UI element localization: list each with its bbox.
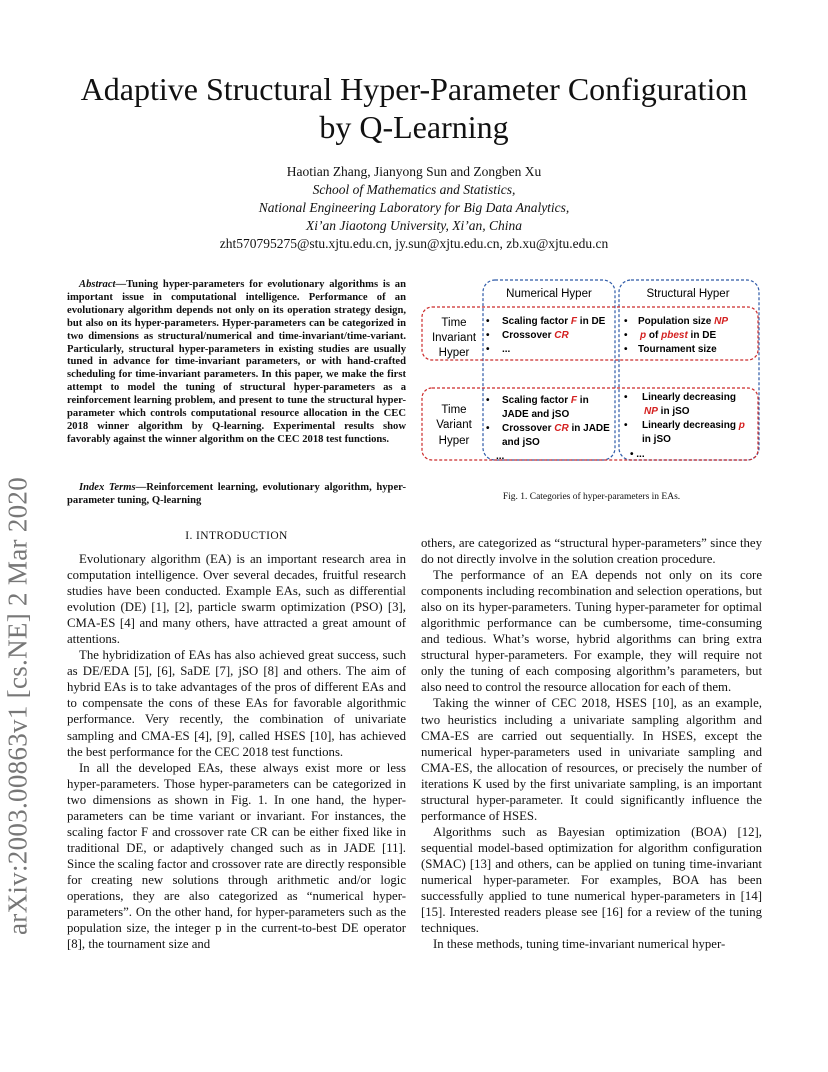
abstract-text: —Tuning hyper-parameters for evolutionary algorithms is an important issue in computational intelligence. Performance of an evolutionary algorithm depends not only on its operation strategy design, but also on its hyper-parameters. Hyper-parameters can be categorized in two dimensions as structural/numerical and time-invariant/time-variant. Particularly, structural hyper-parameters in existing studies are usually tuned in advance for time-invariant parameters, or with hand-crafted scheduling for time-invariant parameters. In this paper, we make the first attempt to model the tuning of structural hyper-parameters as a reinforcement learning problem, and present to tune the structural hyper-parameter which controls computational resource allocation in the CEC 2018 winner algorithm by Q-learning. Experimental results show favorably against the winner algorithm on the CEC 2018 test functions. <box>67 279 406 445</box>
svg-text:•: • <box>624 344 628 355</box>
svg-text:Linearly decreasing: Linearly decreasing <box>642 392 736 403</box>
title-line-1: Adaptive Structural Hyper-Parameter Configuration <box>80 71 748 107</box>
paper-title <box>0 70 828 146</box>
numerical-variant-cell <box>486 395 610 462</box>
svg-text:Crossover CR in JADE: Crossover CR in JADE <box>502 423 610 434</box>
author-block <box>0 163 828 253</box>
affiliation-line-3: Xi’an Jiaotong University, Xi’an, China <box>306 218 522 233</box>
svg-text:and jSO: and jSO <box>502 437 540 448</box>
svg-text:in jSO: in jSO <box>642 434 671 445</box>
abstract <box>67 279 406 447</box>
intro-paragraph-8: In these methods, tuning time-invariant numerical hyper- <box>433 937 726 952</box>
svg-text:•: • <box>624 392 628 403</box>
intro-paragraph-2: The hybridization of EAs has also achieved great success, such as DE/EDA [5], [6], SaDE [7], jSO [8] and others. The aim of hybrid EAs is to take advantages of the pros of different EAs and to compensate the cons of these EAs for favorable algorithmic performance. Very recently, the combination of univariate sampling and CMA-ES [4], [9], called HSES [10], has achieved the best performance for the CEC 2018 test functions. <box>67 648 406 759</box>
svg-text:Population size NP: Population size NP <box>638 316 729 327</box>
author-names: Haotian Zhang, Jianyong Sun and Zongben Xu <box>286 164 542 179</box>
svg-text:JADE and jSO: JADE and jSO <box>502 409 570 420</box>
intro-paragraph-7: Algorithms such as Bayesian optimization (BOA) [12], sequential model-based optimization for algorithm configuration (SMAC) [13] and others, can be applied on tuning time-invariant numerical hyper-parameter. For examples, BOA has been successfully applied to tune numerical hyper-parameters in [14] [15]. Interested readers please see [16] for a review of the tuning techniques. <box>421 824 762 936</box>
affiliation-line-1: School of Mathematics and Statistics, <box>312 182 516 197</box>
left-column <box>67 551 406 952</box>
row-variant-line-2: Variant <box>436 419 472 431</box>
svg-text:Linearly decreasing p: Linearly decreasing p <box>642 420 745 431</box>
svg-text:•: • <box>624 316 628 327</box>
numerical-header: Numerical Hyper <box>506 288 592 300</box>
title-line-2: by Q-Learning <box>319 109 509 145</box>
intro-paragraph-3: In all the developed EAs, these always exist more or less hyper-parameters. Those hyper-parameters can be categorized in two dimensions as shown in Fig. 1. In one hand, the hyper-parameters can be time variant or invariant. For instances, the scaling factor F and crossover rate CR can be either fixed like in traditional DE, or adaptively changed such as in JADE [11]. Since the scaling factor and crossover rate are directly responsible for creating new solutions through arithmetic and/or logic operations, they are also categorized as “numerical hyper-parameters”. On the other hand, for hyper-parameters such as the population size, the integer p in the current-to-best DE operator [8], the tournament size and <box>67 760 406 952</box>
svg-text:•: • <box>486 344 490 355</box>
affiliation-line-2: National Engineering Laboratory for Big Data Analytics, <box>258 200 570 215</box>
numerical-invariant-cell <box>486 316 606 355</box>
index-terms-text: —Reinforcement learning, evolutionary algorithm, hyper-parameter tuning, Q-learning <box>67 482 406 506</box>
section-title: I. INTRODUCTION <box>185 530 288 542</box>
row-variant-line-1: Time <box>441 404 467 416</box>
svg-text:p of pbest in DE: p of pbest in DE <box>640 330 717 341</box>
svg-text:•: • <box>486 330 490 341</box>
svg-text:•: • <box>486 395 490 406</box>
index-terms-label: Index Terms <box>79 482 136 493</box>
intro-paragraph-4: others, are categorized as “structural hyper-parameters” since they do not directly involve in the solution creation procedure. <box>421 536 762 567</box>
arxiv-identifier: arXiv:2003.00863v1 [cs.NE] 2 Mar 2020 <box>2 476 33 935</box>
svg-text:•: • <box>486 423 490 434</box>
structural-header: Structural Hyper <box>646 288 730 300</box>
figure-caption: Fig. 1. Categories of hyper-parameters in EAs. <box>502 492 681 502</box>
row-invariant-line-1: Time <box>441 317 467 329</box>
intro-paragraph-5: The performance of an EA depends not only on its core components including recombination and selection operations, but also on its hyper-parameters. Tuning hyper-parameter for optimal algorithmic performance can be cumbersome, time-consuming and tedious. What’s worse, hybrid algorithms can bring extra structural hyper-parameters. For example, they will require not only the tuning of each composing algorithm’s parameters, but also need to control the resource allocation for each of them. <box>421 568 762 695</box>
svg-text:• ...: • ... <box>630 449 645 460</box>
index-terms <box>67 482 406 508</box>
svg-text:•: • <box>624 420 628 431</box>
svg-text:...: ... <box>502 344 511 355</box>
structural-invariant-cell <box>624 316 728 355</box>
intro-paragraph-6: Taking the winner of CEC 2018, HSES [10], as an example, two heuristics including a univariate sampling algorithm and CMA-ES are carried out sequentially. In HSES, except the numerical hyper-parameters used in univariate sampling and CMA-ES, the allocation of resources, or precisely the number of iterations K used by the first univariate sampling, is an important structural hyper-parameter. It could significantly influence the performance of HSES. <box>421 696 762 823</box>
svg-text:NP in jSO: NP in jSO <box>644 406 690 417</box>
svg-text:Tournament size: Tournament size <box>638 344 717 355</box>
svg-text:Scaling factor F in DE: Scaling factor F in DE <box>502 316 606 327</box>
svg-text:•: • <box>486 316 490 327</box>
figure-hyper-parameter-categories <box>420 278 762 468</box>
abstract-label: Abstract <box>79 279 116 290</box>
svg-text:Crossover CR: Crossover CR <box>502 330 569 341</box>
svg-text:...: ... <box>496 451 505 462</box>
row-invariant-line-2: Invariant <box>431 332 477 344</box>
svg-text:Scaling factor F in: Scaling factor F in <box>502 395 589 406</box>
row-variant-line-3: Hyper <box>438 435 470 447</box>
author-emails: zht570795275@stu.xjtu.edu.cn, jy.sun@xjtu.edu.cn, zb.xu@xjtu.edu.cn <box>219 236 609 251</box>
right-column <box>421 535 762 952</box>
intro-paragraph-1: Evolutionary algorithm (EA) is an important research area in computation intelligence. Over several decades, fruitful research studies have been conducted. Example EAs, such as differential evolution (DE) [1], [2], particle swarm optimization (PSO) [3], CMA-ES [4] and many others, have attracted a great amount of attentions. <box>67 552 406 647</box>
svg-text:•: • <box>624 330 628 341</box>
row-invariant-line-3: Hyper <box>438 347 470 359</box>
structural-variant-cell <box>624 392 745 460</box>
